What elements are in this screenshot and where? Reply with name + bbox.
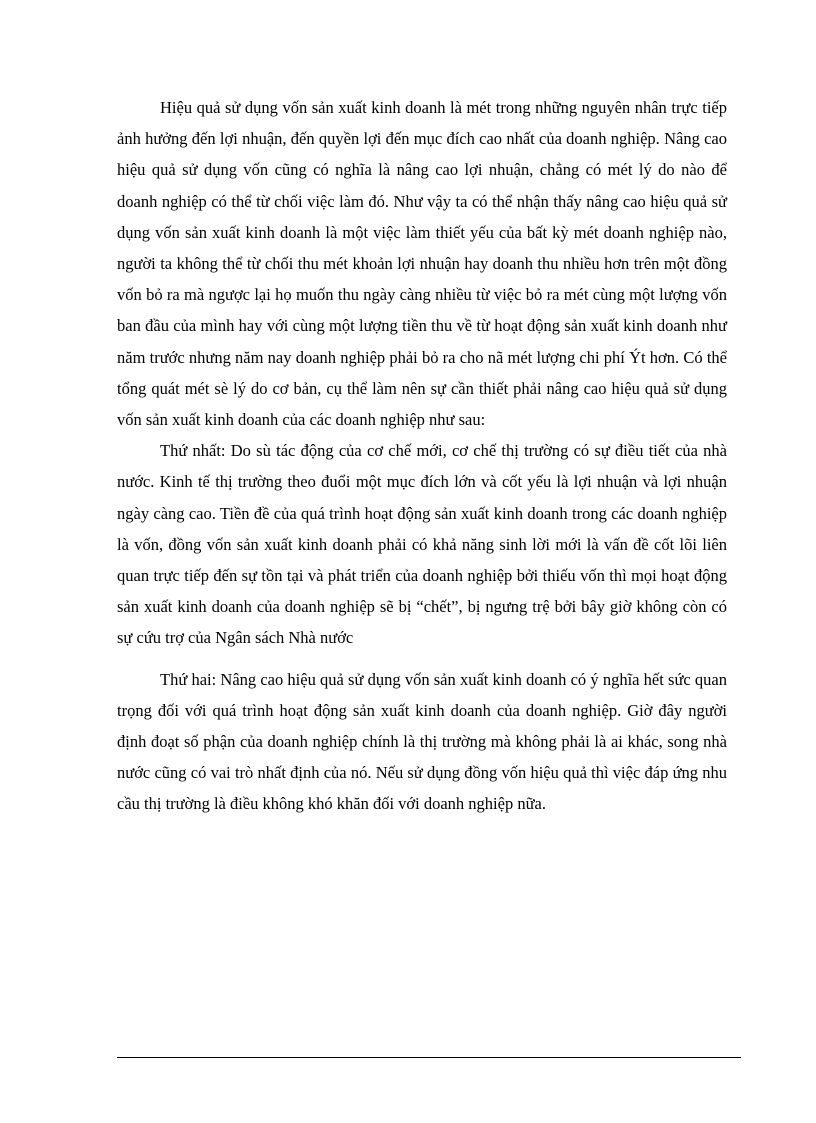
paragraph-2: Thứ nhất: Do sù tác động của cơ chế mới, cơ chế thị trường có sự điều tiết của nhà nước. Kinh tế thị trường theo đuổi một mục đích lớn và cốt yếu là lợi nhuận và lợi nhuận ngày càng cao. Tiền đề của quá trình hoạt động sản xuất kinh doanh trong các doanh nghiệp là vốn, đồng vốn sản xuất kinh doanh phải có khả năng sinh lời mới là vấn đề cốt lõi liên quan trực tiếp đến sự tồn tại và phát triển của doanh nghiệp bởi thiếu vốn thì mọi hoạt động sản xuất kinh doanh của doanh nghiệp sẽ bị “chết”, bị ngưng trệ bởi bây giờ không còn có sự cứu trợ của Ngân sách Nhà nước <box>117 441 727 648</box>
paragraph-1: Hiệu quả sử dụng vốn sản xuất kinh doanh là mét trong những nguyên nhân trực tiếp ảnh hưởng đến lợi nhuận, đến quyền lợi đến mục đích cao nhất của doanh nghiệp. Nâng cao hiệu quả sử dụng vốn cũng có nghĩa là nâng cao lợi nhuận, chẳng có mét lý do nào để doanh nghiệp có thể từ chối việc làm đó. Như vậy ta có thể nhận thấy nâng cao hiệu quả sử dụng vốn sản xuất kinh doanh là một việc làm thiết yếu của bất kỳ mét doanh nghiệp nào, người ta không thể từ chối thu mét khoản lợi nhuận hay doanh thu nhiều hơn trên một đồng vốn bỏ ra mà ngược lại họ muốn thu ngày càng nhiều từ việc bỏ ra mét cùng một lượng vốn ban đầu của mình hay với cùng một lượng tiền thu về từ hoạt động sản xuất kinh doanh như năm trước nhưng năm nay doanh nghiệp phải bỏ ra cho nã mét lượng chi phí Ýt hơn. Có thể tổng quát mét sè lý do cơ bản, cụ thể làm nên sự cần thiết phải nâng cao hiệu quả sử dụng vốn sản xuất kinh doanh của các doanh nghiệp như sau: <box>117 98 727 430</box>
footer-divider <box>117 1057 741 1058</box>
document-body <box>117 92 727 820</box>
paragraph-3: Thứ hai: Nâng cao hiệu quả sử dụng vốn sản xuất kinh doanh có ý nghĩa hết sức quan trọng đối với quá trình hoạt động sản xuất kinh doanh của doanh nghiệp. Giờ đây người định đoạt số phận của doanh nghiệp chính là thị trường mà không phải là ai khác, song nhà nước cũng có vai trò nhất định của nó. Nếu sử dụng đồng vốn hiệu quả thì việc đáp ứng nhu cầu thị trường là điều không khó khăn đối với doanh nghiệp nữa. <box>117 669 727 814</box>
